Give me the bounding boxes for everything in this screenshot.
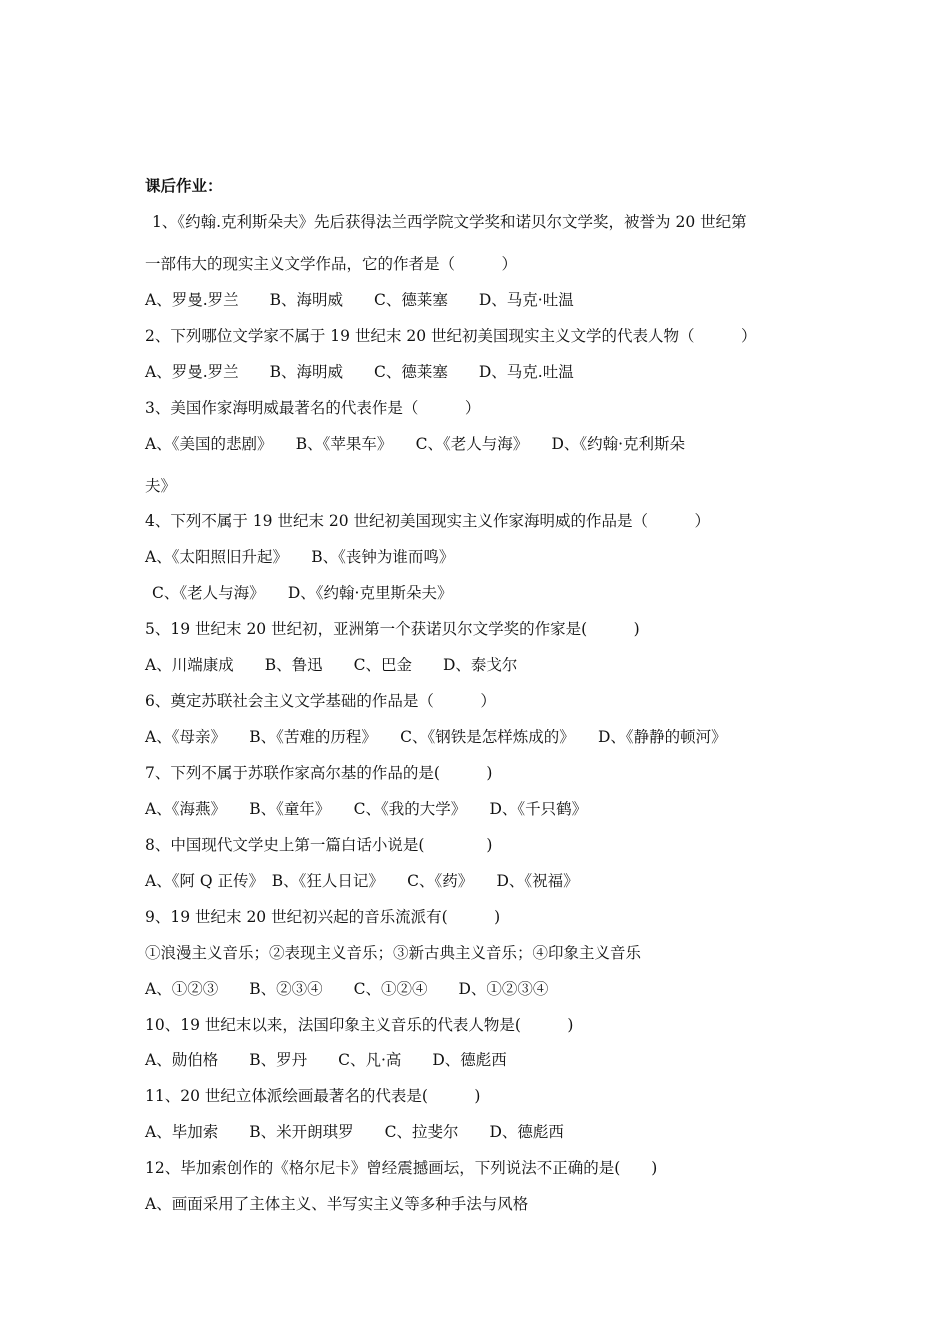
q10-options: A、勋伯格 B、罗丹 C、凡·高 D、德彪西: [145, 1051, 507, 1069]
q10-stem: 10、19 世纪末以来，法国印象主义音乐的代表人物是( ): [145, 1016, 574, 1034]
q2-options: A、罗曼.罗兰 B、海明威 C、德莱塞 D、马克.吐温: [145, 363, 574, 381]
q4-stem: 4、下列不属于 19 世纪末 20 世纪初美国现实主义作家海明威的作品是（ ）: [145, 512, 711, 530]
q6-stem: 6、奠定苏联社会主义文学基础的作品是（ ）: [145, 692, 496, 710]
q7-options: A、《海燕》 B、《童年》 C、《我的大学》 D、《千只鹤》: [145, 800, 588, 818]
q1-stem-line2: 一部伟大的现实主义文学作品，它的作者是（ ）: [145, 255, 518, 273]
q3-options-line1: A、《美国的悲剧》 B、《苹果车》 C、《老人与海》 D、《约翰·克利斯朵: [145, 435, 686, 453]
q2-stem: 2、下列哪位文学家不属于 19 世纪末 20 世纪初美国现实主义文学的代表人物（ ）: [145, 327, 757, 345]
q12-option-a: A、画面采用了主体主义、半写实主义等多种手法与风格: [145, 1195, 529, 1213]
q3-options-line2: 夫》: [145, 477, 177, 495]
q12-stem: 12、毕加索创作的《格尔尼卡》曾经震撼画坛，下列说法不正确的是( ): [145, 1159, 658, 1177]
q4-options-line2: C、《老人与海》 D、《约翰·克里斯朵夫》: [152, 584, 453, 602]
q3-stem: 3、美国作家海明威最著名的代表作是（ ）: [145, 399, 481, 417]
q1-stem-line1: 1、《约翰.克利斯朵夫》先后获得法兰西学院文学奖和诺贝尔文学奖，被誉为 20 世纪第: [152, 213, 747, 231]
q7-stem: 7、下列不属于苏联作家高尔基的作品的是( ): [145, 764, 493, 782]
q4-options-line1: A、《太阳照旧升起》 B、《丧钟为谁而鸣》: [145, 548, 455, 566]
q11-stem: 11、20 世纪立体派绘画最著名的代表是( ): [145, 1087, 481, 1105]
q5-options: A、川端康成 B、鲁迅 C、巴金 D、泰戈尔: [145, 656, 518, 674]
q9-options: A、①②③ B、②③④ C、①②④ D、①②③④: [145, 980, 549, 998]
q6-options: A、《母亲》 B、《苦难的历程》 C、《钢铁是怎样炼成的》 D、《静静的顿河》: [145, 728, 727, 746]
q11-options: A、毕加索 B、米开朗琪罗 C、拉斐尔 D、德彪西: [145, 1123, 564, 1141]
q9-stem: 9、19 世纪末 20 世纪初兴起的音乐流派有( ): [145, 908, 501, 926]
q8-options: A、《阿 Q 正传》 B、《狂人日记》 C、《药》 D、《祝福》: [145, 872, 579, 890]
q5-stem: 5、19 世纪末 20 世纪初，亚洲第一个获诺贝尔文学奖的作家是( ): [145, 620, 640, 638]
q9-items: ①浪漫主义音乐；②表现主义音乐；③新古典主义音乐；④印象主义音乐: [145, 944, 642, 962]
page-heading: 课后作业：: [145, 176, 223, 195]
q8-stem: 8、中国现代文学史上第一篇白话小说是( ): [145, 836, 493, 854]
q1-options: A、罗曼.罗兰 B、海明威 C、德莱塞 D、马克·吐温: [145, 291, 574, 309]
